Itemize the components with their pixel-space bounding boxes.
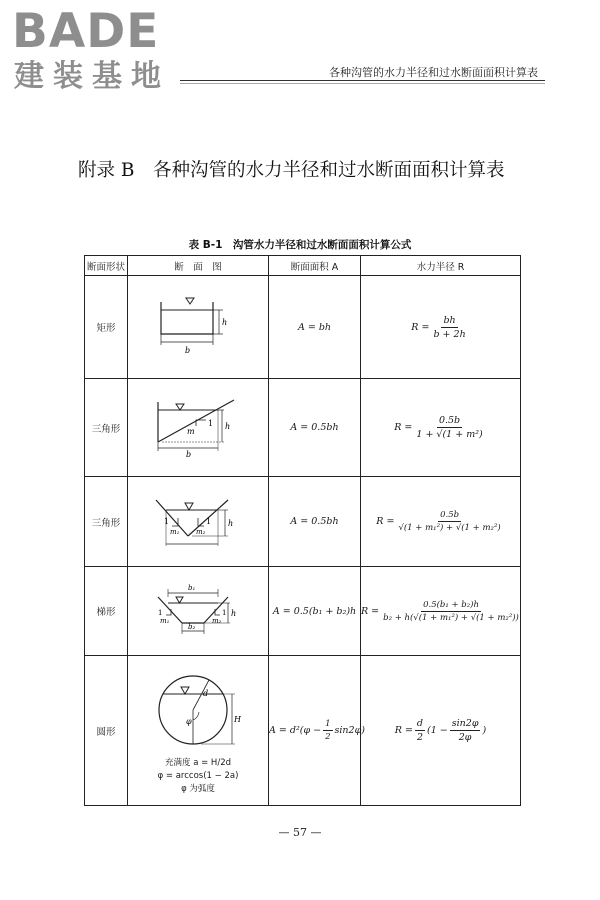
area-formula: A = bh: [269, 276, 361, 379]
label-h: h: [231, 608, 237, 618]
label-m: m: [187, 427, 195, 436]
table-caption: 表 B-1 沟管水力半径和过水断面面积计算公式: [188, 239, 412, 251]
label-m2: m₂: [212, 616, 222, 625]
area-formula: A = 0.5bh: [269, 379, 361, 477]
area-formula: A = 0.5bh: [269, 477, 361, 567]
label-one: 1: [208, 419, 214, 428]
radius-denominator: b₂ + h(√(1 + m₁²) + √(1 + m₂²)): [383, 612, 519, 623]
section-diagram: [128, 477, 269, 567]
radius-denominator: √(1 + m₁²) + √(1 + m₂²): [398, 523, 501, 533]
circle-section-diagram: [153, 666, 243, 752]
area-formula: [269, 656, 365, 806]
label-one-left: 1: [158, 608, 163, 617]
label-phi: φ: [186, 716, 192, 726]
section-diagram: [128, 379, 269, 477]
header-rule: [180, 80, 545, 81]
area-rhs: sin2φ): [334, 725, 365, 736]
note-fill-ratio: 充满度 a = H/2d: [165, 757, 231, 768]
radius-denominator: b + 2h: [433, 328, 466, 340]
label-h: h: [222, 317, 228, 327]
radius-mid: (1 −: [427, 725, 448, 736]
radius-lhs: R =: [394, 422, 413, 433]
radius-numerator: 0.5b: [440, 510, 460, 520]
section-diagram: [128, 276, 269, 379]
radius-formula: [361, 567, 521, 656]
radius-lhs: R =: [394, 725, 413, 736]
area-denominator: 2: [325, 732, 331, 742]
v-triangle-section-diagram: [152, 490, 244, 550]
logo-wordmark: BADE: [12, 4, 160, 59]
area-formula: A = 0.5(b₁ + b₂)h: [269, 567, 361, 656]
shape-name: 三角形: [85, 477, 128, 567]
logo-subtitle: 建装基地: [14, 59, 170, 94]
column-header: 断面形状: [85, 256, 128, 276]
shape-name: 圆形: [85, 656, 128, 806]
column-header: 水力半径 R: [361, 256, 521, 276]
radius-denominator: 2: [416, 732, 423, 743]
label-b2: b₂: [188, 622, 196, 631]
note-phi-unit: φ 为弧度: [181, 783, 215, 794]
section-diagram: [128, 567, 269, 656]
table-row: [85, 477, 521, 567]
radius-numerator: 0.5(b₁ + b₂)h: [423, 599, 479, 610]
label-h: h: [225, 422, 231, 431]
column-header: 断面面积 A: [269, 256, 361, 276]
table-row: [85, 656, 521, 806]
radius-denominator: 1 + √(1 + m²): [416, 429, 483, 440]
label-one-right: 1: [222, 608, 227, 617]
label-h: h: [228, 519, 234, 528]
label-one-left: 1: [164, 517, 170, 526]
label-b: b: [186, 450, 192, 458]
radius-lhs: R =: [361, 605, 380, 617]
radius-numerator-2: sin2φ: [451, 718, 479, 729]
appendix-title: 附录 B 各种沟管的水力半径和过水断面面积计算表: [78, 160, 505, 181]
circle-notes: [128, 757, 268, 796]
radius-formula: [361, 656, 521, 806]
radius-denominator-2: 2φ: [458, 732, 472, 743]
area-lhs: A = d²(φ −: [269, 725, 322, 736]
radius-end: ): [482, 725, 487, 736]
page-number: — 57 —: [278, 826, 322, 839]
table-header-row: [85, 256, 521, 276]
shape-name: 矩形: [85, 276, 128, 379]
shape-name: 梯形: [85, 567, 128, 656]
radius-formula: [361, 276, 521, 379]
label-d: d: [203, 688, 209, 698]
running-header-title: 各种沟管的水力半径和过水断面面积计算表: [329, 66, 538, 79]
section-diagram: [128, 656, 269, 806]
table-row: [85, 276, 521, 379]
triangle-section-diagram: [152, 394, 244, 458]
label-m1: m₁: [160, 616, 170, 625]
radius-numerator: bh: [443, 314, 456, 326]
radius-numerator: 0.5b: [438, 415, 461, 426]
label-b: b: [185, 345, 191, 355]
label-b1: b₁: [188, 583, 196, 592]
rectangle-section-diagram: [153, 296, 243, 356]
formula-table: [84, 255, 521, 806]
column-header: 断 面 图: [128, 256, 269, 276]
shape-name: 三角形: [85, 379, 128, 477]
radius-lhs: R =: [376, 516, 395, 527]
table-row: [85, 567, 521, 656]
radius-numerator: d: [416, 718, 424, 729]
radius-formula: [361, 477, 521, 567]
table-row: [85, 379, 521, 477]
note-phi-formula: φ = arccos(1 − 2a): [157, 770, 239, 781]
radius-formula: [361, 379, 521, 477]
area-numerator: 1: [325, 719, 331, 729]
radius-lhs: R =: [411, 321, 430, 333]
trapezoid-section-diagram: [152, 579, 244, 641]
label-m2: m₂: [196, 528, 206, 536]
label-H: H: [234, 714, 241, 724]
header-rule-thin: [180, 83, 545, 84]
label-one-right: 1: [206, 517, 212, 526]
label-m1: m₁: [170, 528, 180, 536]
